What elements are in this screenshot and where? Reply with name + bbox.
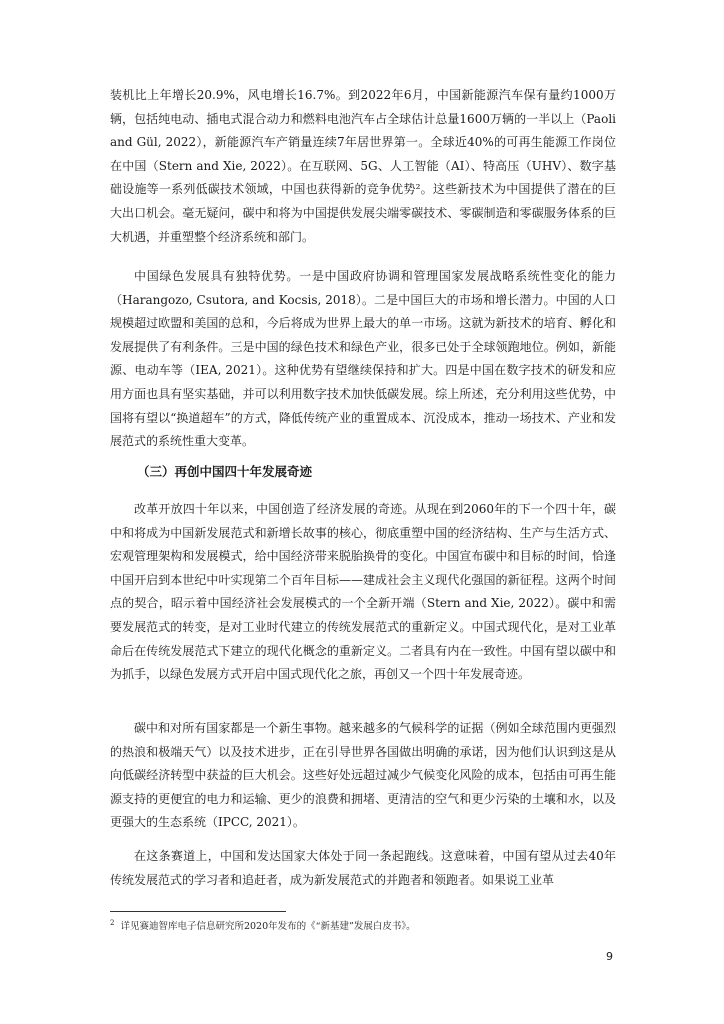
section-heading: （三）再创中国四十年发展奇迹 [137,464,313,479]
paragraph-5 [110,845,616,892]
footnote-marker: 2 [110,918,115,927]
footnote-divider [110,911,286,912]
paragraph-3-text: 改革开放四十年以来，中国创造了经济发展的奇迹。从现在到2060年的下一个四十年，碳中和将成为中国新发展范式和新增长故事的核心，彻底重塑中国的经济结构、生产与生活方式、宏观管理架构和发展模式，给中国经济带来脱胎换骨的变化。中国宣布碳中和目标的时间，恰逢中国开启到本世纪中叶实现第二个百年目标——建成社会主义现代化强国的新征程。这两个时间点的契合，昭示着中国经济社会发展模式的一个全新开端（Stern and Xie, 2022）。碳中和需要发展范式的转变，是对工业时代建立的传统发展范式的重新定义。中国式现代化，是对工业革命后在传统发展范式下建立的现代化概念的重新定义。二者具有内在一致性。中国有望以碳中和为抓手，以绿色发展方式开启中国式现代化之旅，再创又一个四十年发展奇迹。 [110,502,616,682]
paragraph-4-text: 碳中和对所有国家都是一个新生事物。越来越多的气候科学的证据（例如全球范围内更强烈的热浪和极端天气）以及技术进步，正在引导世界各国做出明确的承诺，因为他们认识到这是从向低碳经济转型中获益的巨大机会。这些好处远超过减少气候变化风险的成本，包括由可再生能源支持的更便宜的电力和运输、更少的浪费和拥堵、更清洁的空气和更少污染的土壤和水，以及更强大的生态系统（IPCC, 2021）。 [110,721,616,830]
paragraph-2-text: 中国绿色发展具有独特优势。一是中国政府协调和管理国家发展战略系统性变化的能力（Harangozo, Csutora, and Kocsis, 2018）。二是中国巨大的市场和增长潜力。中国的人口规模超过欧盟和美国的总和，今后将成为世界上最大的单一市场。这就为新技术的培育、孵化和发展提供了有利条件。三是中国的绿色技术和绿色产业，很多已处于全球领跑地位。例如，新能源、电动车等（IEA, 2021）。这种优势有望继续保持和扩大。四是中国在数字技术的研发和应用方面也具有坚实基础，并可以利用数字技术加快低碳发展。综上所述，充分利用这些优势，中国将有望以“换道超车”的方式，降低传统产业的重置成本、沉没成本，推动一场技术、产业和发展范式的系统性重大变革。 [110,269,616,449]
paragraph-4 [110,717,616,835]
paragraph-2 [110,265,616,454]
footnote [110,918,416,932]
paragraph-5-text: 在这条赛道上，中国和发达国家大体处于同一条起跑线。这意味着，中国有望从过去40年传统发展范式的学习者和追赶者，成为新发展范式的并跑者和领跑者。如果说工业革 [110,849,616,887]
footnote-text: 详见赛迪智库电子信息研究所2020年发布的《“新基建”发展白皮书》。 [120,921,416,932]
paragraph-3 [110,498,616,687]
paragraph-1-text: 装机比上年增长20.9%，风电增长16.7%。到2022年6月，中国新能源汽车保有量约1000万辆，包括纯电动、插电式混合动力和燃料电池汽车占全球估计总量1600万辆的一半以上（Paoli and Gül, 2022），新能源汽车产销量连续7年居世界第一。全球近40%的可再生能源工作岗位在中国（Stern and Xie, 2022）。在互联网、5G、人工智能（AI）、特高压（UHV）、数字基础设施等一系列低碳技术领域，中国也获得新的竞争优势²。这些新技术为中国提供了潜在的巨大出口机会。毫无疑问，碳中和将为中国提供发展尖端零碳技术、零碳制造和零碳服务体系的巨大机遇，并重塑整个经济系统和部门。 [110,88,616,244]
paragraph-1 [110,84,616,249]
page-number: 9 [606,950,613,963]
